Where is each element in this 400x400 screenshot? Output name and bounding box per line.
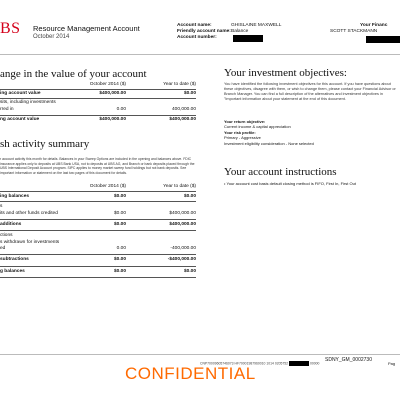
table-row	[0, 107, 196, 114]
table-header-row	[0, 82, 196, 89]
row-value-ytd: $0.00	[183, 194, 196, 199]
footer-divider	[0, 354, 400, 355]
row-value-month: $0.00	[113, 211, 126, 216]
investment-objectives-heading: Your investment objectives:	[224, 67, 347, 79]
row-value-month: 0.00	[116, 107, 126, 112]
table-row	[0, 222, 196, 229]
table-row	[0, 204, 196, 211]
row-label: its and other funds credited	[0, 211, 58, 216]
table-header-row	[0, 184, 196, 191]
account-name-label: Account name:	[177, 23, 212, 28]
row-label: s withdrawn for investments	[0, 240, 60, 245]
table-rule	[0, 98, 196, 99]
financial-advisor-name: SCOTT STACKMANN	[330, 29, 378, 34]
table-row	[0, 257, 196, 264]
document-code-text: CNP70009605746073 HF70001987960010 1014 0205752	[200, 361, 289, 366]
row-value-ytd: $0.00	[183, 269, 196, 274]
confidential-stamp: CONFIDENTIAL	[125, 364, 256, 383]
table-rule	[0, 191, 196, 192]
header-divider	[0, 54, 400, 55]
row-label: additions	[0, 222, 22, 227]
financial-advisor-label: Your Financ	[360, 23, 388, 28]
table-row	[0, 194, 196, 201]
row-value-ytd: $0.00	[183, 91, 196, 96]
col-header-month: October 2014 ($)	[89, 184, 126, 189]
cash-activity-table	[0, 184, 196, 284]
friendly-name-value: Balance	[231, 29, 249, 34]
col-header-month: October 2014 ($)	[89, 82, 126, 87]
row-value-month: $400,000.00	[99, 91, 126, 96]
account-instructions-item	[224, 181, 400, 186]
col-header-ytd: Year to date ($)	[163, 184, 196, 189]
row-label: ctions	[0, 233, 13, 238]
row-label: g balances	[0, 269, 25, 274]
table-row	[0, 269, 196, 276]
row-value-month: $0.00	[113, 194, 126, 199]
row-value-ytd: 400,000.00	[171, 107, 196, 112]
document-code-tail: 00000	[309, 361, 320, 366]
ubs-logo: BS	[0, 20, 21, 37]
account-instructions-heading: Your account instructions	[224, 166, 337, 178]
risk-profile-value: Primary - Aggressive	[224, 135, 261, 141]
account-instructions-text: Your account cost basis default closing method is FIFO, First In, First Out	[226, 181, 356, 186]
row-label: ng account value	[0, 117, 40, 122]
row-value-month: $0.00	[113, 269, 126, 274]
table-rule	[0, 219, 196, 220]
table-rule	[0, 230, 196, 231]
row-label: ing balances	[0, 194, 30, 199]
statement-date: October 2014	[33, 34, 70, 40]
return-objective-label: Your return objective:	[224, 119, 266, 124]
table-row	[0, 100, 196, 107]
risk-profile-label: Your risk profile:	[224, 129, 256, 135]
eligibility-consideration: Investment eligibility consideration - None selected	[224, 140, 314, 146]
row-value-ytd: $400,000.00	[169, 117, 196, 122]
table-rule	[0, 89, 196, 90]
row-label: sits, including investments	[0, 100, 56, 105]
row-value-month: $0.00	[113, 257, 126, 262]
row-value-ytd: -400,000.00	[170, 246, 196, 251]
col-header-ytd: Year to date ($)	[163, 82, 196, 87]
table-row	[0, 246, 196, 253]
redaction-bar	[289, 361, 309, 366]
row-value-ytd: $400,000.00	[169, 211, 196, 216]
row-value-month: $0.00	[113, 222, 126, 227]
account-info	[177, 23, 281, 42]
table-rule	[0, 201, 196, 202]
row-label: ed	[0, 246, 6, 251]
account-name-value: GHISLAINE MAXWELL	[231, 23, 282, 28]
cash-activity-heading: sh activity summary	[0, 138, 90, 150]
account-number-label: Account number:	[177, 35, 217, 40]
investment-objectives-paragraph: You have identified the following investment objectives for this account. If you have questions about these objectives, disagree with them, or wish to change them, please contact your Financial Advisor or Branch Manager. You can find a full description of the alternatives and investment objectives in "Important information about your statement at the end of this document.	[224, 82, 396, 101]
change-in-value-heading: ange in the value of your account	[0, 68, 147, 80]
table-rule	[0, 115, 196, 116]
table-row	[0, 233, 196, 240]
bates-number: SDNY_GM_0002730	[325, 357, 372, 363]
investment-objectives-details	[224, 119, 400, 146]
bullet-icon: •	[224, 181, 226, 186]
table-row	[0, 91, 196, 98]
cash-activity-paragraph: r account activity this month for details. Balances in your Sweep Options are included in the opening and balances above. FDIC insurance applies only to deposits at UBS Bank USA, not to deposits at UBS AG, and Branch or bank deposits placed through the UBS International Deposit Account program. SIPC applies to money market sweep fund holdings but not bank deposits. See important information ur statement on the last two pages of this document for details.	[0, 157, 195, 175]
row-value-month: 0.00	[116, 246, 126, 251]
row-value-month: $400,000.00	[99, 117, 126, 122]
table-rule	[0, 277, 196, 278]
row-value-ytd: $400,000.00	[169, 222, 196, 227]
table-rule	[0, 266, 196, 267]
row-label: ing account value	[0, 91, 41, 96]
row-label: s	[0, 204, 3, 209]
page-label: Pag	[388, 361, 396, 366]
change-in-value-table	[0, 82, 196, 132]
return-objective-value: Current income & capital appreciation	[224, 124, 291, 130]
row-value-ytd: -$400,000.00	[167, 257, 196, 262]
document-title: Resource Management Account	[33, 24, 140, 33]
row-label: subtractions	[0, 257, 29, 262]
redaction-bar	[366, 36, 400, 43]
account-number-row	[177, 35, 281, 42]
table-rule	[0, 254, 196, 255]
redaction-bar	[233, 35, 263, 42]
friendly-name-label: Friendly account name:	[177, 29, 231, 34]
table-row	[0, 117, 196, 124]
table-row	[0, 211, 196, 218]
row-label: rred in	[0, 107, 14, 112]
